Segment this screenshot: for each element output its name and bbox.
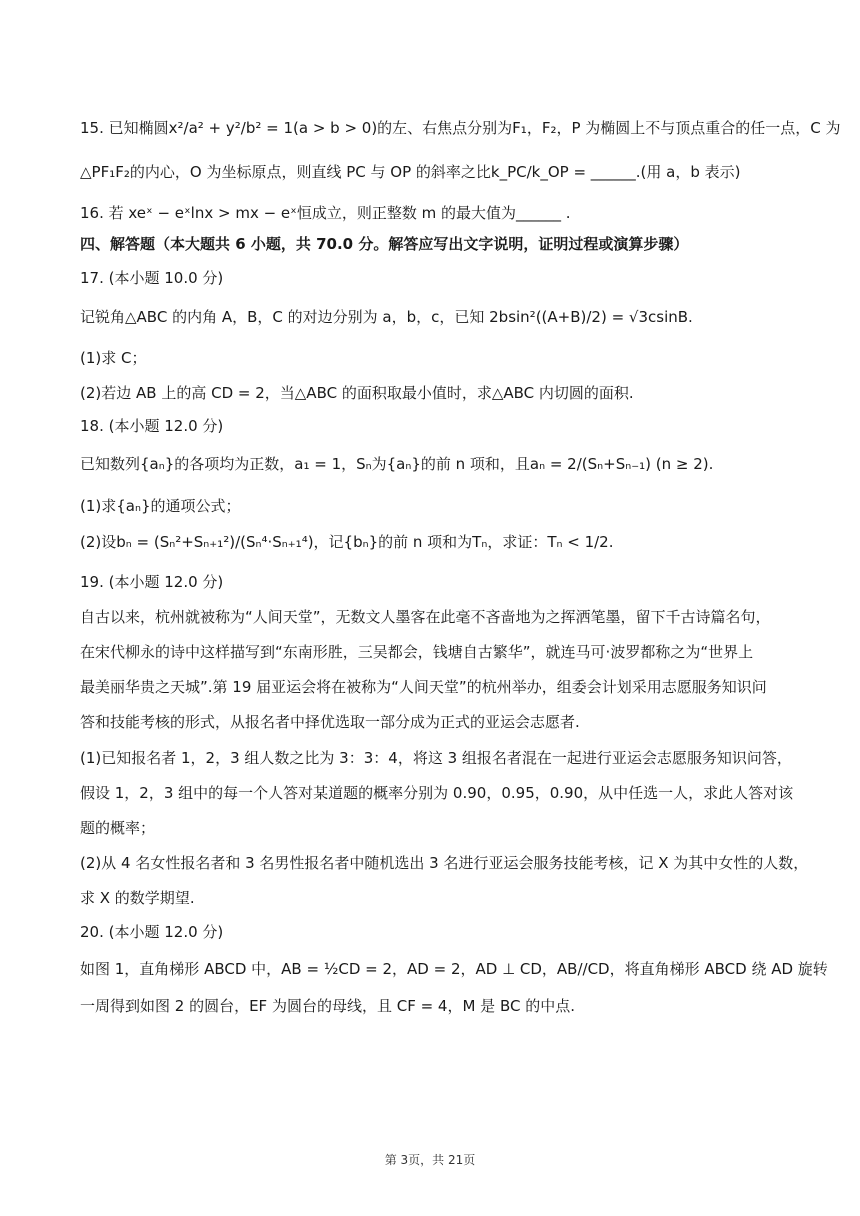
question-19-part-1-line-2: 假设 1，2，3 组中的每一个人答对某道题的概率分别为 0.90，0.95，0.90，从中任选一人，求此人答对该 bbox=[80, 784, 794, 802]
question-17-stem: 记锐角△ABC 的内角 A，B，C 的对边分别为 a，b，c，已知 2bsin²((A+B)/2) = √3csinB. bbox=[80, 308, 693, 326]
question-15-line-2: △PF₁F₂的内心，O 为坐标原点，则直线 PC 与 OP 的斜率之比k_PC/k_OP = ______.(用 a，b 表示) bbox=[80, 163, 741, 181]
question-17-part-2: (2)若边 AB 上的高 CD = 2，当△ABC 的面积取最小值时，求△ABC 内切圆的面积. bbox=[80, 384, 634, 402]
question-15-line-1: 15. 已知椭圆x²/a² + y²/b² = 1(a > b > 0)的左、右焦点分别为F₁，F₂，P 为椭圆上不与顶点重合的任一点，C 为 bbox=[80, 119, 841, 137]
question-18-part-2: (2)设bₙ = (Sₙ²+Sₙ₊₁²)/(Sₙ⁴·Sₙ₊₁⁴)，记{bₙ}的前 n 项和为Tₙ，求证：Tₙ < 1/2. bbox=[80, 533, 614, 551]
question-18-header: 18. (本小题 12.0 分) bbox=[80, 417, 224, 435]
question-19-part-2-line-2: 求 X 的数学期望. bbox=[80, 889, 195, 907]
question-19-text-4: 答和技能考核的形式，从报名者中择优选取一部分成为正式的亚运会志愿者. bbox=[80, 713, 580, 731]
question-20-text-1: 如图 1，直角梯形 ABCD 中，AB = ½CD = 2，AD = 2，AD ⊥ CD，AB//CD，将直角梯形 ABCD 绕 AD 旋转 bbox=[80, 960, 828, 978]
question-19-part-2-line-1: (2)从 4 名女性报名者和 3 名男性报名者中随机选出 3 名进行亚运会服务技能考核，记 X 为其中女性的人数， bbox=[80, 854, 809, 872]
question-17-part-1: (1)求 C； bbox=[80, 349, 147, 367]
question-19-text-3: 最美丽华贵之天城”.第 19 届亚运会将在被称为“人间天堂”的杭州举办，组委会计划采用志愿服务知识问 bbox=[80, 678, 767, 696]
question-17-header: 17. (本小题 10.0 分) bbox=[80, 269, 224, 287]
question-19-text-2: 在宋代柳永的诗中这样描写到“东南形胜，三吴都会，钱塘自古繁华”，就连马可·波罗都称之为“世界上 bbox=[80, 643, 754, 661]
question-19-part-1-line-1: (1)已知报名者 1，2，3 组人数之比为 3：3：4，将这 3 组报名者混在一起进行亚运会志愿服务知识问答， bbox=[80, 749, 792, 767]
question-19-text-1: 自古以来，杭州就被称为“人间天堂”，无数文人墨客在此毫不吝啬地为之挥洒笔墨，留下千古诗篇名句， bbox=[80, 608, 771, 626]
question-18-stem: 已知数列{aₙ}的各项均为正数，a₁ = 1，Sₙ为{aₙ}的前 n 项和，且aₙ = 2/(Sₙ+Sₙ₋₁) (n ≥ 2). bbox=[80, 455, 714, 473]
question-18-part-1: (1)求{aₙ}的通项公式； bbox=[80, 497, 241, 515]
page-footer: 第 3页，共 21页 bbox=[384, 1153, 476, 1167]
question-16: 16. 若 xeˣ − eˣlnx > mx − eˣ恒成立，则正整数 m 的最大值为______ . bbox=[80, 204, 571, 222]
question-20-header: 20. (本小题 12.0 分) bbox=[80, 923, 224, 941]
question-19-part-1-line-3: 题的概率； bbox=[80, 819, 156, 837]
question-20-text-2: 一周得到如图 2 的圆台，EF 为圆台的母线，且 CF = 4，M 是 BC 的中点. bbox=[80, 997, 575, 1015]
section-4-heading: 四、解答题（本大题共 6 小题，共 70.0 分。解答应写出文字说明，证明过程或演算步骤） bbox=[80, 235, 689, 253]
question-19-header: 19. (本小题 12.0 分) bbox=[80, 573, 224, 591]
